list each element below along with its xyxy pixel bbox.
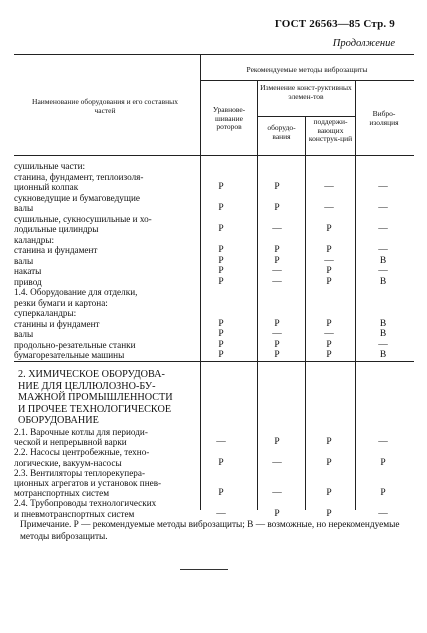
row-label: лодильные цилиндры — [14, 224, 99, 234]
row-value: — — [378, 203, 388, 213]
row-value: — — [272, 329, 282, 339]
row-value: Р — [218, 182, 224, 192]
row-value: В — [379, 350, 387, 360]
row-value: — — [324, 329, 334, 339]
col-header-stiffness: Изменение конст-руктивных элемен-тов — [260, 83, 352, 101]
row-value: В — [379, 318, 387, 329]
row-value: В — [379, 255, 387, 266]
row-value: Р — [326, 245, 332, 255]
row-label: резки бумаги и картона: — [14, 297, 108, 308]
row-label: станина и фундамент — [14, 245, 98, 255]
row-value: — — [324, 203, 334, 213]
row-value: Р — [218, 276, 224, 287]
section-2-title-line: ОБОРУДОВАНИЕ — [18, 415, 99, 426]
section-2-title — [18, 369, 204, 427]
row-value: Р — [380, 488, 386, 499]
row-value: Р — [326, 339, 332, 350]
section-2-title-line: 2. ХИМИЧЕСКОЕ ОБОРУДОВА- — [18, 369, 165, 380]
row-value: — — [272, 457, 282, 468]
row-label: накаты — [14, 266, 42, 276]
row-value: Р — [274, 182, 280, 192]
row-value: Р — [274, 318, 280, 329]
row-value: Р — [326, 488, 332, 499]
table-row — [14, 350, 424, 362]
row-label: суперкаландры: — [14, 308, 77, 318]
row-value: В — [379, 329, 387, 339]
row-value: — — [378, 266, 388, 276]
row-value: — — [272, 224, 282, 234]
row-value: Р — [326, 318, 332, 329]
section-2-title-line: И ПРОЧЕЕ ТЕХНОЛОГИЧЕСКОЕ — [18, 403, 172, 415]
row-value: Р — [218, 457, 224, 468]
row-value: Р — [218, 350, 224, 360]
table-note: Примечание. Р — рекомендуемые методы виброзащиты; В — возможные, но нерекомендуемые методы виброзащиты. — [20, 520, 400, 542]
row-value: Р — [326, 437, 332, 448]
row-value: Р — [274, 508, 280, 519]
row-value: — — [272, 266, 282, 276]
row-value: — — [216, 437, 226, 448]
row-label: мотранспортных систем — [14, 488, 110, 499]
row-label: станины и фундамент — [14, 318, 100, 329]
row-value: — — [378, 339, 388, 350]
row-value: Р — [218, 266, 224, 276]
row-label: 2.4. Трубопроводы технологических — [14, 498, 157, 509]
row-value: Р — [274, 203, 280, 213]
row-value: Р — [326, 457, 332, 468]
row-label: логические, вакуум-насосы — [14, 457, 122, 468]
row-label: сушильные части: — [14, 161, 86, 171]
row-label: привод — [14, 276, 42, 287]
row-label: сушильные, сукносушильные и хо- — [14, 213, 152, 224]
row-label: валы — [14, 255, 34, 266]
table-row — [14, 509, 424, 521]
row-value: Р — [218, 245, 224, 255]
row-value: В — [379, 276, 387, 287]
row-label: бумагорезательные машины — [14, 350, 125, 360]
row-value: — — [378, 245, 388, 255]
col-header-supports: поддержи-вающих конструк-ций — [308, 117, 353, 143]
row-label: продольно-резательные станки — [14, 339, 136, 350]
row-value: Р — [274, 339, 280, 350]
row-label: каландры: — [14, 234, 55, 245]
row-value: Р — [326, 276, 332, 287]
row-value: Р — [274, 255, 280, 266]
row-value: — — [272, 488, 282, 499]
row-value: Р — [218, 203, 224, 213]
group-head-rule — [200, 80, 414, 81]
row-label: 2.2. Насосы центробежные, техно- — [14, 447, 150, 458]
row-value: Р — [218, 339, 224, 350]
row-value: — — [378, 182, 388, 192]
section-2-title-line: МАЖНОЙ ПРОМЫШЛЕННОСТИ — [18, 392, 173, 403]
row-label: ционный колпак — [14, 182, 79, 192]
page-header: ГОСТ 26563—85 Стр. 9 — [274, 18, 395, 30]
row-value: Р — [274, 437, 280, 448]
row-value: Р — [218, 329, 224, 339]
row-value: — — [324, 182, 334, 192]
end-rule — [180, 569, 228, 570]
row-label: ческой и непрерывной варки — [14, 437, 127, 448]
row-label: станина, фундамент, теплоизоля- — [14, 171, 144, 182]
continuation-label: Продолжение — [332, 38, 395, 49]
col-header-group: Рекомендуемые методы виброзащиты — [246, 65, 368, 74]
col-header-balancing: Уравнове-шивание роторов — [212, 105, 246, 131]
row-label: сукноведущие и бумаговедущие — [14, 192, 140, 203]
table-top-rule — [14, 54, 414, 55]
row-label: ционных агрегатов и установок пнев- — [14, 478, 162, 488]
col-header-equipment: оборудо-вания — [267, 123, 296, 141]
row-value: — — [216, 508, 226, 519]
row-value: Р — [326, 266, 332, 276]
row-value: Р — [274, 350, 280, 360]
row-value: Р — [326, 508, 332, 519]
section-2-title-line: НИЕ ДЛЯ ЦЕЛЛЮЛОЗНО-БУ- — [18, 380, 156, 392]
row-value: — — [378, 508, 388, 519]
row-value: Р — [380, 457, 386, 468]
row-value: Р — [218, 224, 224, 234]
table-head-rule — [14, 155, 414, 156]
row-value: — — [378, 437, 388, 448]
row-value: — — [378, 224, 388, 234]
row-value: Р — [326, 224, 332, 234]
row-value: Р — [274, 245, 280, 255]
col-header-isolation: Вибро-изоляция — [369, 109, 399, 127]
row-value: Р — [218, 488, 224, 499]
row-label: валы — [14, 203, 34, 213]
row-value: Р — [218, 255, 224, 266]
col-header-name: Наименование оборудования и его составных частей — [32, 97, 178, 115]
row-label: 2.3. Вентиляторы теплорекупера- — [14, 467, 146, 478]
row-value: Р — [326, 350, 332, 360]
row-label: 2.1. Варочные котлы для периоди- — [14, 427, 148, 437]
row-label: и пневмотранспортных систем — [14, 508, 135, 519]
row-value: Р — [218, 318, 224, 329]
row-value: — — [324, 255, 334, 266]
row-label: валы — [14, 329, 34, 339]
row-label: 1.4. Оборудование для отделки, — [14, 287, 138, 297]
row-value: — — [272, 276, 282, 287]
